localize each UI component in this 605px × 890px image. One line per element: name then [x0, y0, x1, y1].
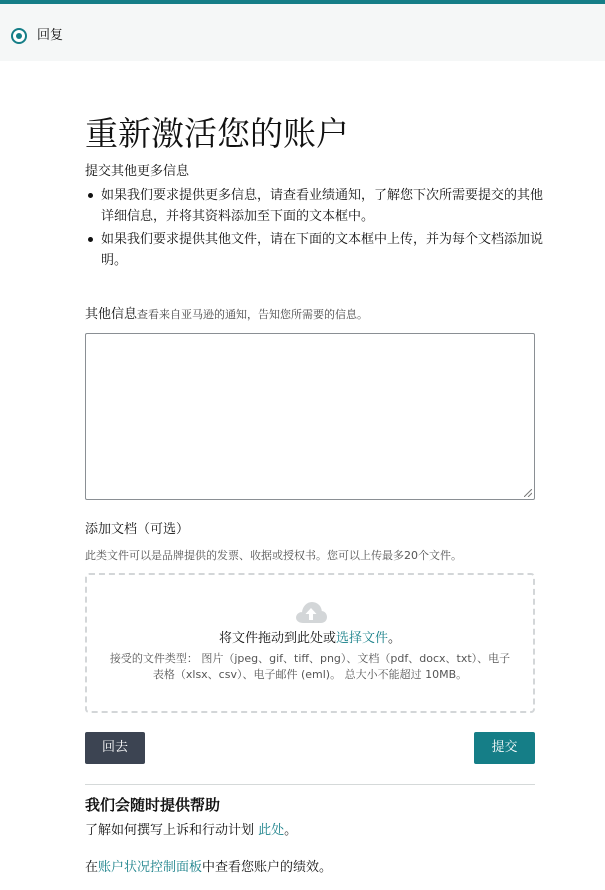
additional-info-textarea[interactable] — [85, 333, 535, 500]
dropzone-text — [87, 630, 533, 648]
list-item: 如果我们要求提供其他文件，请在下面的文本框中上传，并为每个文档添加说明。 — [85, 229, 555, 271]
instruction-list — [85, 185, 555, 273]
page-title: 重新激活您的账户 — [85, 114, 349, 153]
help-line1-prefix: 了解如何撰写上诉和行动计划 — [85, 823, 259, 838]
help-line1-suffix: 。 — [284, 823, 298, 838]
radio-selected-dot — [16, 33, 22, 39]
dropzone-suffix: 。 — [388, 631, 402, 646]
back-button[interactable]: 回去 — [85, 732, 145, 764]
submit-button[interactable]: 提交 — [474, 732, 535, 764]
option-bar — [0, 0, 605, 61]
reply-radio-label[interactable]: 回复 — [37, 28, 64, 43]
account-health-dashboard-link[interactable]: 账户状况控制面板 — [98, 860, 203, 875]
appeal-guide-link[interactable]: 此处 — [258, 823, 285, 838]
cloud-upload-icon — [294, 599, 328, 625]
info-field-title: 其他信息 — [85, 307, 138, 322]
help-line-appeal — [85, 822, 297, 840]
intro-text: 提交其他更多信息 — [85, 164, 190, 179]
info-field-hint: 查看来自亚马逊的通知，告知您所需要的信息。 — [137, 308, 369, 321]
dropzone-prefix: 将文件拖动到此处或 — [218, 631, 336, 646]
help-title: 我们会随时提供帮助 — [85, 796, 221, 814]
reply-radio[interactable] — [11, 28, 27, 44]
accepted-file-types: 接受的文件类型： 图片（jpeg、gif、tiff、png）、文档（pdf、docx、txt）、电子表格（xlsx、csv）、电子邮件 (eml)。 总大小不能超过 10MB。 — [109, 652, 511, 681]
info-field-label — [85, 306, 368, 324]
list-item: 如果我们要求提供更多信息，请查看业绩通知，了解您下次所需要提交的其他详细信息，并将其资料添加至下面的文本框中。 — [85, 185, 555, 227]
divider — [85, 784, 535, 785]
file-dropzone[interactable] — [85, 573, 535, 713]
choose-file-link[interactable]: 选择文件 — [335, 631, 388, 646]
help-line-dashboard — [85, 859, 332, 877]
resize-grip-icon[interactable] — [524, 489, 532, 497]
help-line2-prefix: 在 — [85, 860, 99, 875]
documents-label: 添加文档（可选） — [85, 522, 190, 537]
documents-hint: 此类文件可以是品牌提供的发票、收据或授权书。您可以上传最多20个文件。 — [85, 549, 462, 562]
help-line2-suffix: 中查看您账户的绩效。 — [202, 860, 333, 875]
